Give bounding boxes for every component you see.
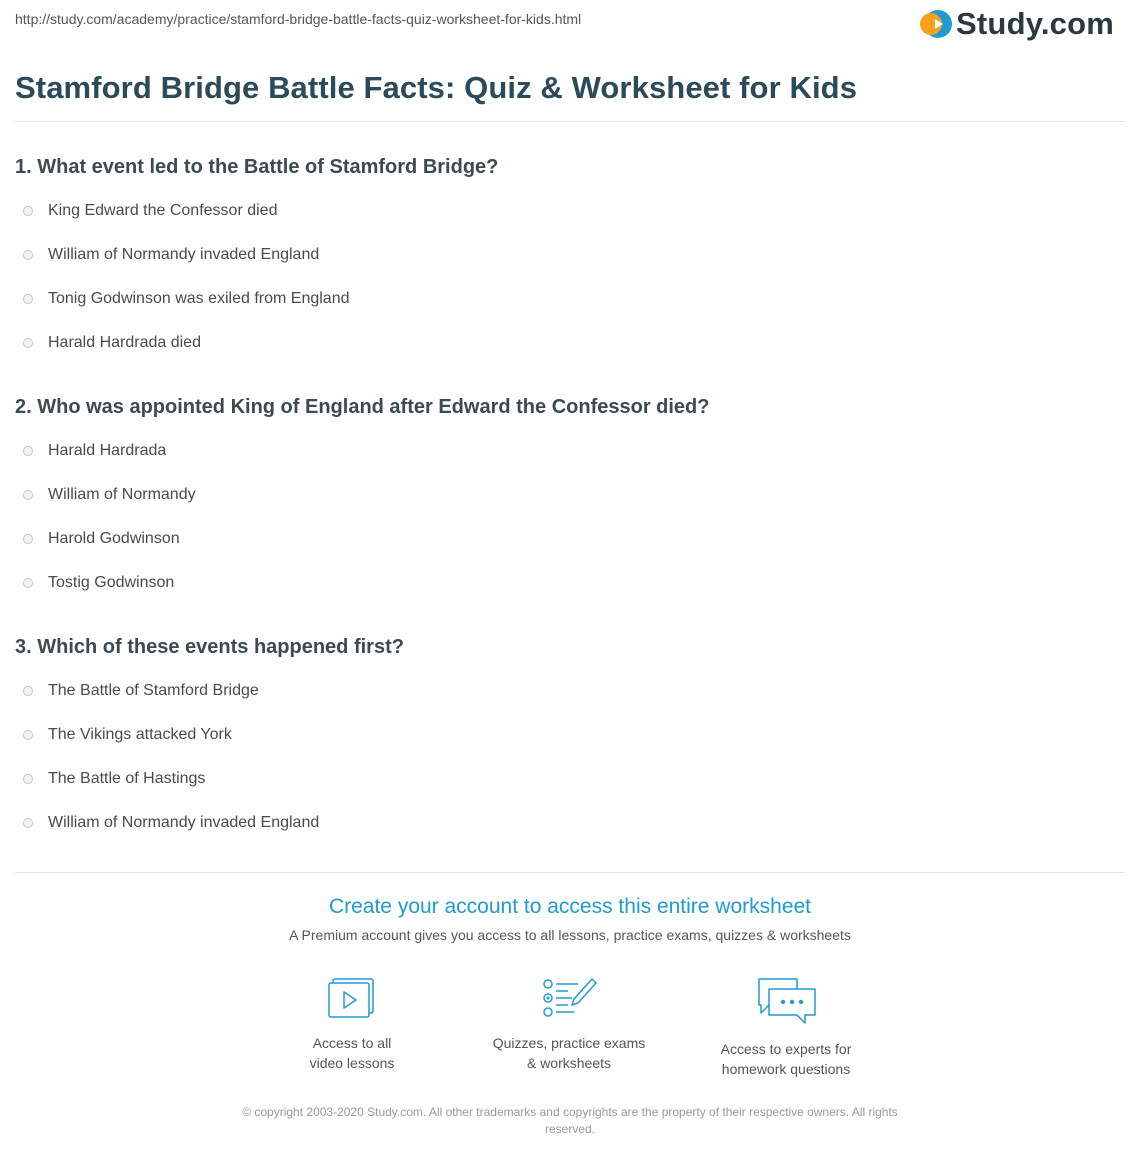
answer-options [15, 189, 1115, 365]
radio-button[interactable] [23, 774, 33, 784]
option-label: William of Normandy [48, 486, 196, 503]
cta-title[interactable]: Create your account to access this entire worksheet [328, 895, 812, 918]
radio-button[interactable] [23, 250, 33, 260]
features-row [0, 975, 1140, 1085]
feature-label: Access to all video lessons [309, 1035, 395, 1071]
divider [15, 872, 1125, 873]
question-3 [15, 636, 1115, 845]
option-label: Tonig Godwinson was exiled from England [48, 290, 350, 307]
answer-option[interactable] [23, 189, 1115, 233]
video-lessons-icon [325, 975, 379, 1021]
option-label: King Edward the Confessor died [48, 202, 278, 219]
radio-button[interactable] [23, 730, 33, 740]
study-logo[interactable] [924, 6, 1114, 42]
option-label: The Vikings attacked York [48, 726, 232, 743]
feature-video-lessons [252, 975, 452, 1073]
option-label: William of Normandy invaded England [48, 814, 320, 831]
radio-button[interactable] [23, 446, 33, 456]
study-play-icon [924, 10, 952, 38]
radio-button[interactable] [23, 206, 33, 216]
radio-button[interactable] [23, 578, 33, 588]
feature-quizzes [469, 975, 669, 1073]
answer-option[interactable] [23, 801, 1115, 845]
answer-options [15, 669, 1115, 845]
question-text: 1. What event led to the Battle of Stamford Bridge? [15, 156, 499, 178]
option-label: Tostig Godwinson [48, 574, 175, 591]
answer-options [15, 429, 1115, 605]
copyright-footer [0, 1104, 1140, 1138]
feature-label: Quizzes, practice exams & worksheets [492, 1035, 646, 1071]
answer-option[interactable] [23, 473, 1115, 517]
answer-option[interactable] [23, 757, 1115, 801]
option-label: Harold Godwinson [48, 530, 180, 547]
feature-experts [686, 975, 886, 1079]
divider [15, 121, 1125, 122]
quiz-checklist-icon [540, 975, 598, 1021]
option-label: The Battle of Hastings [48, 770, 206, 787]
radio-button[interactable] [23, 490, 33, 500]
top-bar [0, 0, 1140, 48]
answer-option[interactable] [23, 561, 1115, 605]
option-label: The Battle of Stamford Bridge [48, 682, 259, 699]
answer-option[interactable] [23, 517, 1115, 561]
question-2 [15, 396, 1115, 605]
answer-option[interactable] [23, 321, 1115, 365]
answer-option[interactable] [23, 713, 1115, 757]
option-label: William of Normandy invaded England [48, 246, 320, 263]
answer-option[interactable] [23, 429, 1115, 473]
radio-button[interactable] [23, 818, 33, 828]
answer-option[interactable] [23, 233, 1115, 277]
question-text: 3. Which of these events happened first? [15, 636, 404, 658]
radio-button[interactable] [23, 338, 33, 348]
question-1 [15, 156, 1115, 365]
answer-option[interactable] [23, 277, 1115, 321]
cta-subtitle: A Premium account gives you access to all lessons, practice exams, quizzes & worksheets [289, 927, 851, 943]
logo-text: Study.com [956, 6, 1114, 41]
chat-bubbles-icon [753, 975, 819, 1027]
option-label: Harald Hardrada [48, 442, 167, 459]
answer-option[interactable] [23, 669, 1115, 713]
radio-button[interactable] [23, 686, 33, 696]
signup-cta [0, 895, 1140, 943]
radio-button[interactable] [23, 294, 33, 304]
radio-button[interactable] [23, 534, 33, 544]
copyright-line: reserved. [544, 1122, 596, 1136]
copyright-line: © copyright 2003-2020 Study.com. All other trademarks and copyrights are the property of their respective owners. All rights [242, 1105, 898, 1119]
question-text: 2. Who was appointed King of England after Edward the Confessor died? [15, 396, 710, 418]
option-label: Harald Hardrada died [48, 334, 201, 351]
page-title: Stamford Bridge Battle Facts: Quiz & Worksheet for Kids [15, 70, 858, 105]
page-url[interactable]: http://study.com/academy/practice/stamford-bridge-battle-facts-quiz-worksheet-for-kids.html [15, 11, 582, 27]
feature-label: Access to experts for homework questions [720, 1041, 852, 1077]
